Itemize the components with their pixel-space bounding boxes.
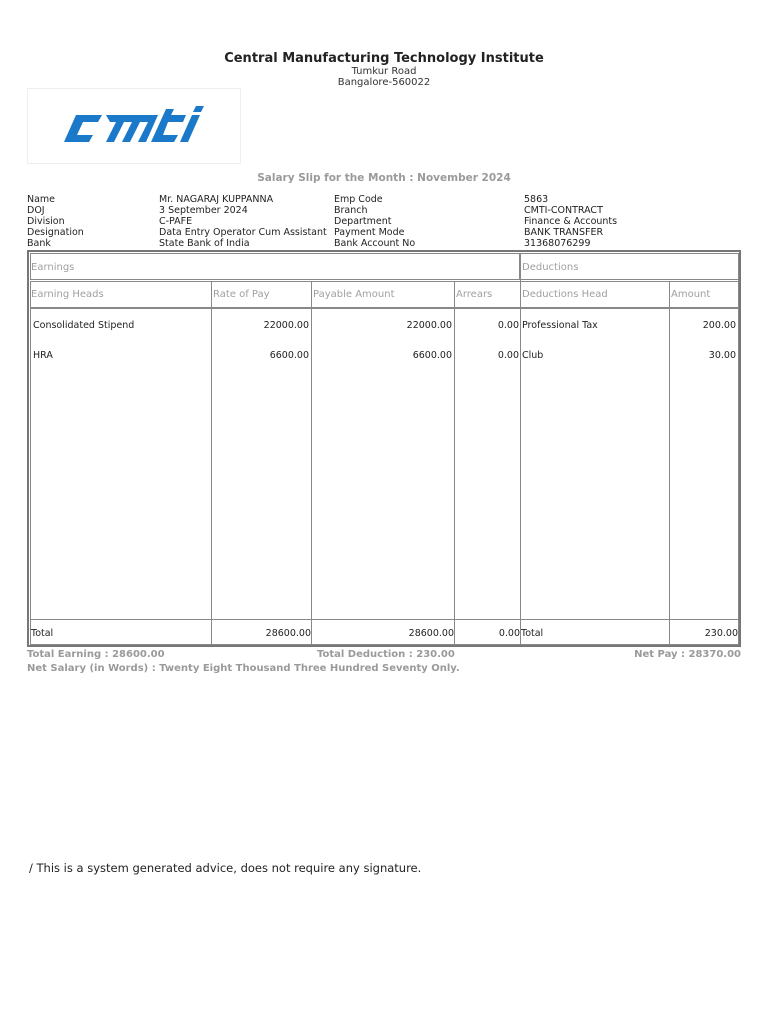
value-doj: 3 September 2024 — [159, 205, 248, 216]
value-branch: CMTI-CONTRACT — [524, 205, 603, 216]
table-row-1-head: Consolidated Stipend — [33, 320, 135, 331]
label-doj: DOJ — [27, 205, 45, 216]
total-top-line — [30, 619, 739, 620]
value-bank-account: 31368076299 — [524, 238, 591, 249]
label-branch: Branch — [334, 205, 368, 216]
col-rate-of-pay: Rate of Pay — [213, 289, 270, 300]
col-deductions-head: Deductions Head — [522, 289, 608, 300]
employee-right-labels — [334, 194, 415, 249]
net-salary-words: Net Salary (in Words) : Twenty Eight Thousand Three Hundred Seventy Only. — [27, 663, 460, 674]
col-earning-heads: Earning Heads — [31, 289, 104, 300]
total-earning-summary: Total Earning : 28600.00 — [27, 649, 165, 660]
label-division: Division — [27, 216, 65, 227]
col-line-0 — [30, 281, 31, 645]
value-bank: State Bank of India — [159, 238, 250, 249]
value-designation: Data Entry Operator Cum Assistant — [159, 227, 327, 238]
table-row-2-head: HRA — [33, 350, 53, 361]
deductions-title: Deductions — [522, 262, 579, 273]
col-payable-amount: Payable Amount — [313, 289, 395, 300]
table-row-2-payable: 6600.00 — [412, 350, 452, 361]
address-line-1: Tumkur Road — [351, 66, 417, 77]
table-row-1-amount: 200.00 — [702, 320, 736, 331]
label-bank-account: Bank Account No — [334, 238, 416, 249]
value-payment-mode: BANK TRANSFER — [524, 227, 604, 238]
table-row-2-arrears: 0.00 — [497, 350, 519, 361]
earnings-title: Earnings — [31, 262, 75, 273]
cmti-logo — [62, 105, 234, 149]
col-amount: Amount — [671, 289, 711, 300]
table-row-1-arrears: 0.00 — [497, 320, 519, 331]
net-pay-summary: Net Pay : 28370.00 — [634, 649, 741, 660]
table-row-2-rate: 6600.00 — [269, 350, 309, 361]
label-name: Name — [27, 194, 56, 205]
body-top-line — [30, 308, 739, 309]
total-arrears: 0.00 — [498, 628, 520, 639]
table-row-1-payable: 22000.00 — [406, 320, 452, 331]
total-label: Total — [31, 628, 54, 639]
value-emp-code: 5863 — [524, 194, 549, 205]
total-amount: 230.00 — [704, 628, 738, 639]
label-department: Department — [334, 216, 392, 227]
earnings-header-box — [30, 253, 520, 280]
col-line-2 — [311, 281, 312, 645]
total-bottom-line — [30, 644, 739, 645]
col-line-5 — [669, 281, 670, 645]
address-line-2: Bangalore-560022 — [337, 77, 431, 88]
col-line-1 — [211, 281, 212, 645]
salary-table — [27, 250, 741, 647]
label-designation: Designation — [27, 227, 84, 238]
employee-right-values — [524, 194, 617, 249]
slip-title: Salary Slip for the Month : November 2024 — [257, 172, 511, 184]
total-deduction-summary: Total Deduction : 230.00 — [317, 649, 455, 660]
col-line-3 — [454, 281, 455, 645]
total-payable: 28600.00 — [408, 628, 454, 639]
institute-name: Central Manufacturing Technology Institute — [224, 51, 544, 66]
value-name: Mr. NAGARAJ KUPPANNA — [159, 194, 274, 205]
col-arrears: Arrears — [456, 289, 493, 300]
employee-left-values — [159, 194, 327, 249]
total-rate: 28600.00 — [265, 628, 311, 639]
table-row-2-amount: 30.00 — [708, 350, 736, 361]
logo-box — [27, 88, 241, 164]
label-payment-mode: Payment Mode — [334, 227, 405, 238]
value-division: C-PAFE — [159, 216, 193, 227]
label-emp-code: Emp Code — [334, 194, 383, 205]
value-department: Finance & Accounts — [524, 216, 618, 227]
employee-left-labels — [27, 194, 84, 249]
col-line-6 — [738, 253, 739, 645]
table-row-2-deduction: Club — [522, 350, 544, 361]
total-deduction-label: Total — [521, 628, 544, 639]
table-row-1-rate: 22000.00 — [263, 320, 309, 331]
table-row-1-deduction: Professional Tax — [522, 320, 598, 331]
system-generated-note: / This is a system generated advice, does not require any signature. — [29, 861, 422, 875]
col-line-4 — [520, 253, 521, 645]
label-bank: Bank — [27, 238, 51, 249]
